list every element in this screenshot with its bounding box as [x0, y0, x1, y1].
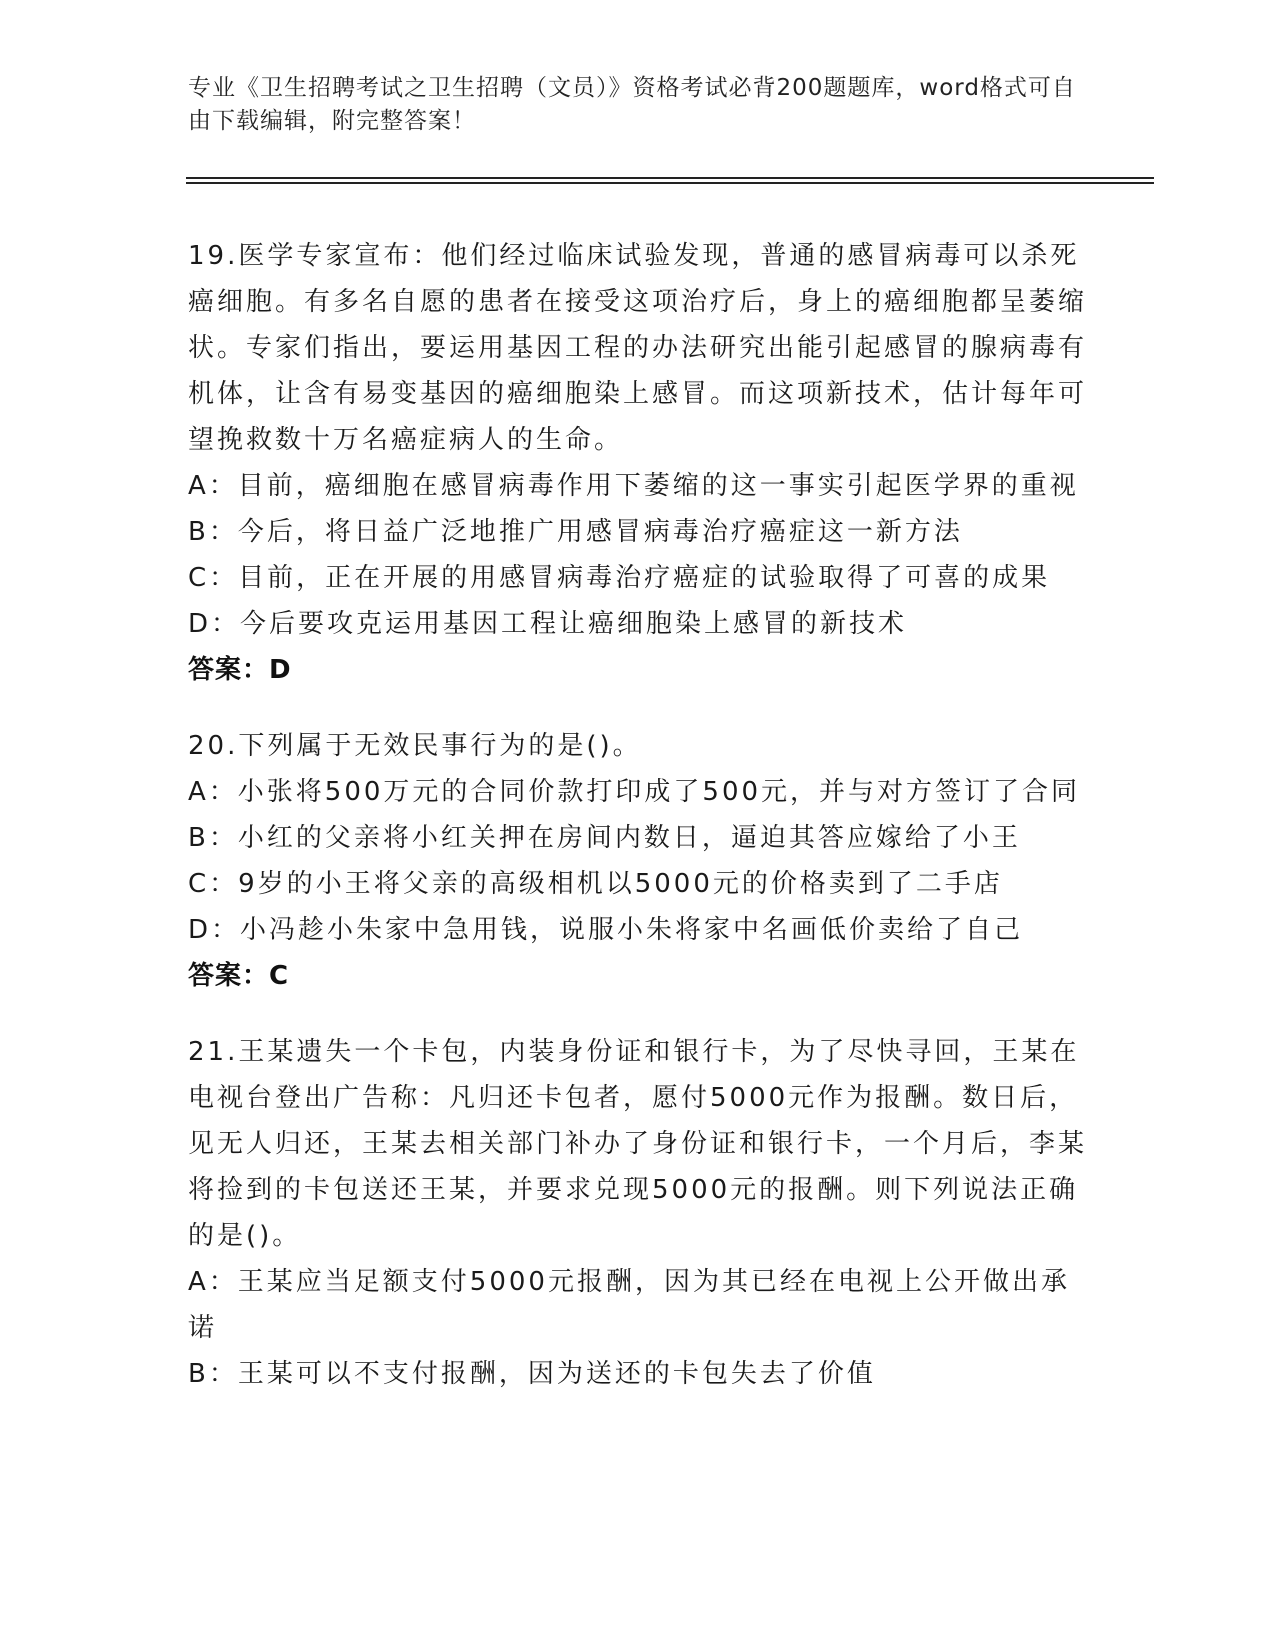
header-divider-bottom	[186, 182, 1154, 184]
question-list	[188, 233, 1088, 1427]
option-a: A：目前，癌细胞在感冒病毒作用下萎缩的这一事实引起医学界的重视	[188, 471, 1079, 501]
option-c: C：9岁的小王将父亲的高级相机以5000元的价格卖到了二手店	[188, 869, 1003, 899]
header-divider-top	[186, 177, 1154, 179]
question-text: 19.医学专家宣布：他们经过临床试验发现，普通的感冒病毒可以杀死癌细胞。有多名自愿的患者在接受这项治疗后，身上的癌细胞都呈萎缩状。专家们指出，要运用基因工程的办法研究出能引起感冒的腺病毒有机体，让含有易变基因的癌细胞染上感冒。而这项新技术，估计每年可望挽救数十万名癌症病人的生命。	[188, 241, 1088, 455]
question-21	[188, 1029, 1088, 1397]
answer: 答案：D	[188, 655, 292, 685]
option-b: B：王某可以不支付报酬，因为送还的卡包失去了价值	[188, 1359, 876, 1389]
option-c: C：目前，正在开展的用感冒病毒治疗癌症的试验取得了可喜的成果	[188, 563, 1051, 593]
question-text: 20.下列属于无效民事行为的是()。	[188, 731, 642, 761]
option-d: D：小冯趁小朱家中急用钱，说服小朱将家中名画低价卖给了自己	[188, 915, 1024, 945]
question-20	[188, 723, 1088, 999]
question-19	[188, 233, 1088, 693]
option-d: D：今后要攻克运用基因工程让癌细胞染上感冒的新技术	[188, 609, 908, 639]
option-b: B：今后，将日益广泛地推广用感冒病毒治疗癌症这一新方法	[188, 517, 963, 547]
question-text: 21.王某遗失一个卡包，内装身份证和银行卡，为了尽快寻回，王某在电视台登出广告称：凡归还卡包者，愿付5000元作为报酬。数日后，见无人归还，王某去相关部门补办了身份证和银行卡，一个月后，李某将捡到的卡包送还王某，并要求兑现5000元的报酬。则下列说法正确的是()。	[188, 1037, 1088, 1251]
document-header: 专业《卫生招聘考试之卫生招聘（文员）》资格考试必背200题题库，word格式可自由下载编辑，附完整答案！	[188, 75, 1076, 134]
answer: 答案：C	[188, 961, 290, 991]
option-b: B：小红的父亲将小红关押在房间内数日，逼迫其答应嫁给了小王	[188, 823, 1021, 853]
option-a: A：小张将500万元的合同价款打印成了500元，并与对方签订了合同	[188, 777, 1081, 807]
option-a: A：王某应当足额支付5000元报酬，因为其已经在电视上公开做出承诺	[188, 1267, 1070, 1343]
